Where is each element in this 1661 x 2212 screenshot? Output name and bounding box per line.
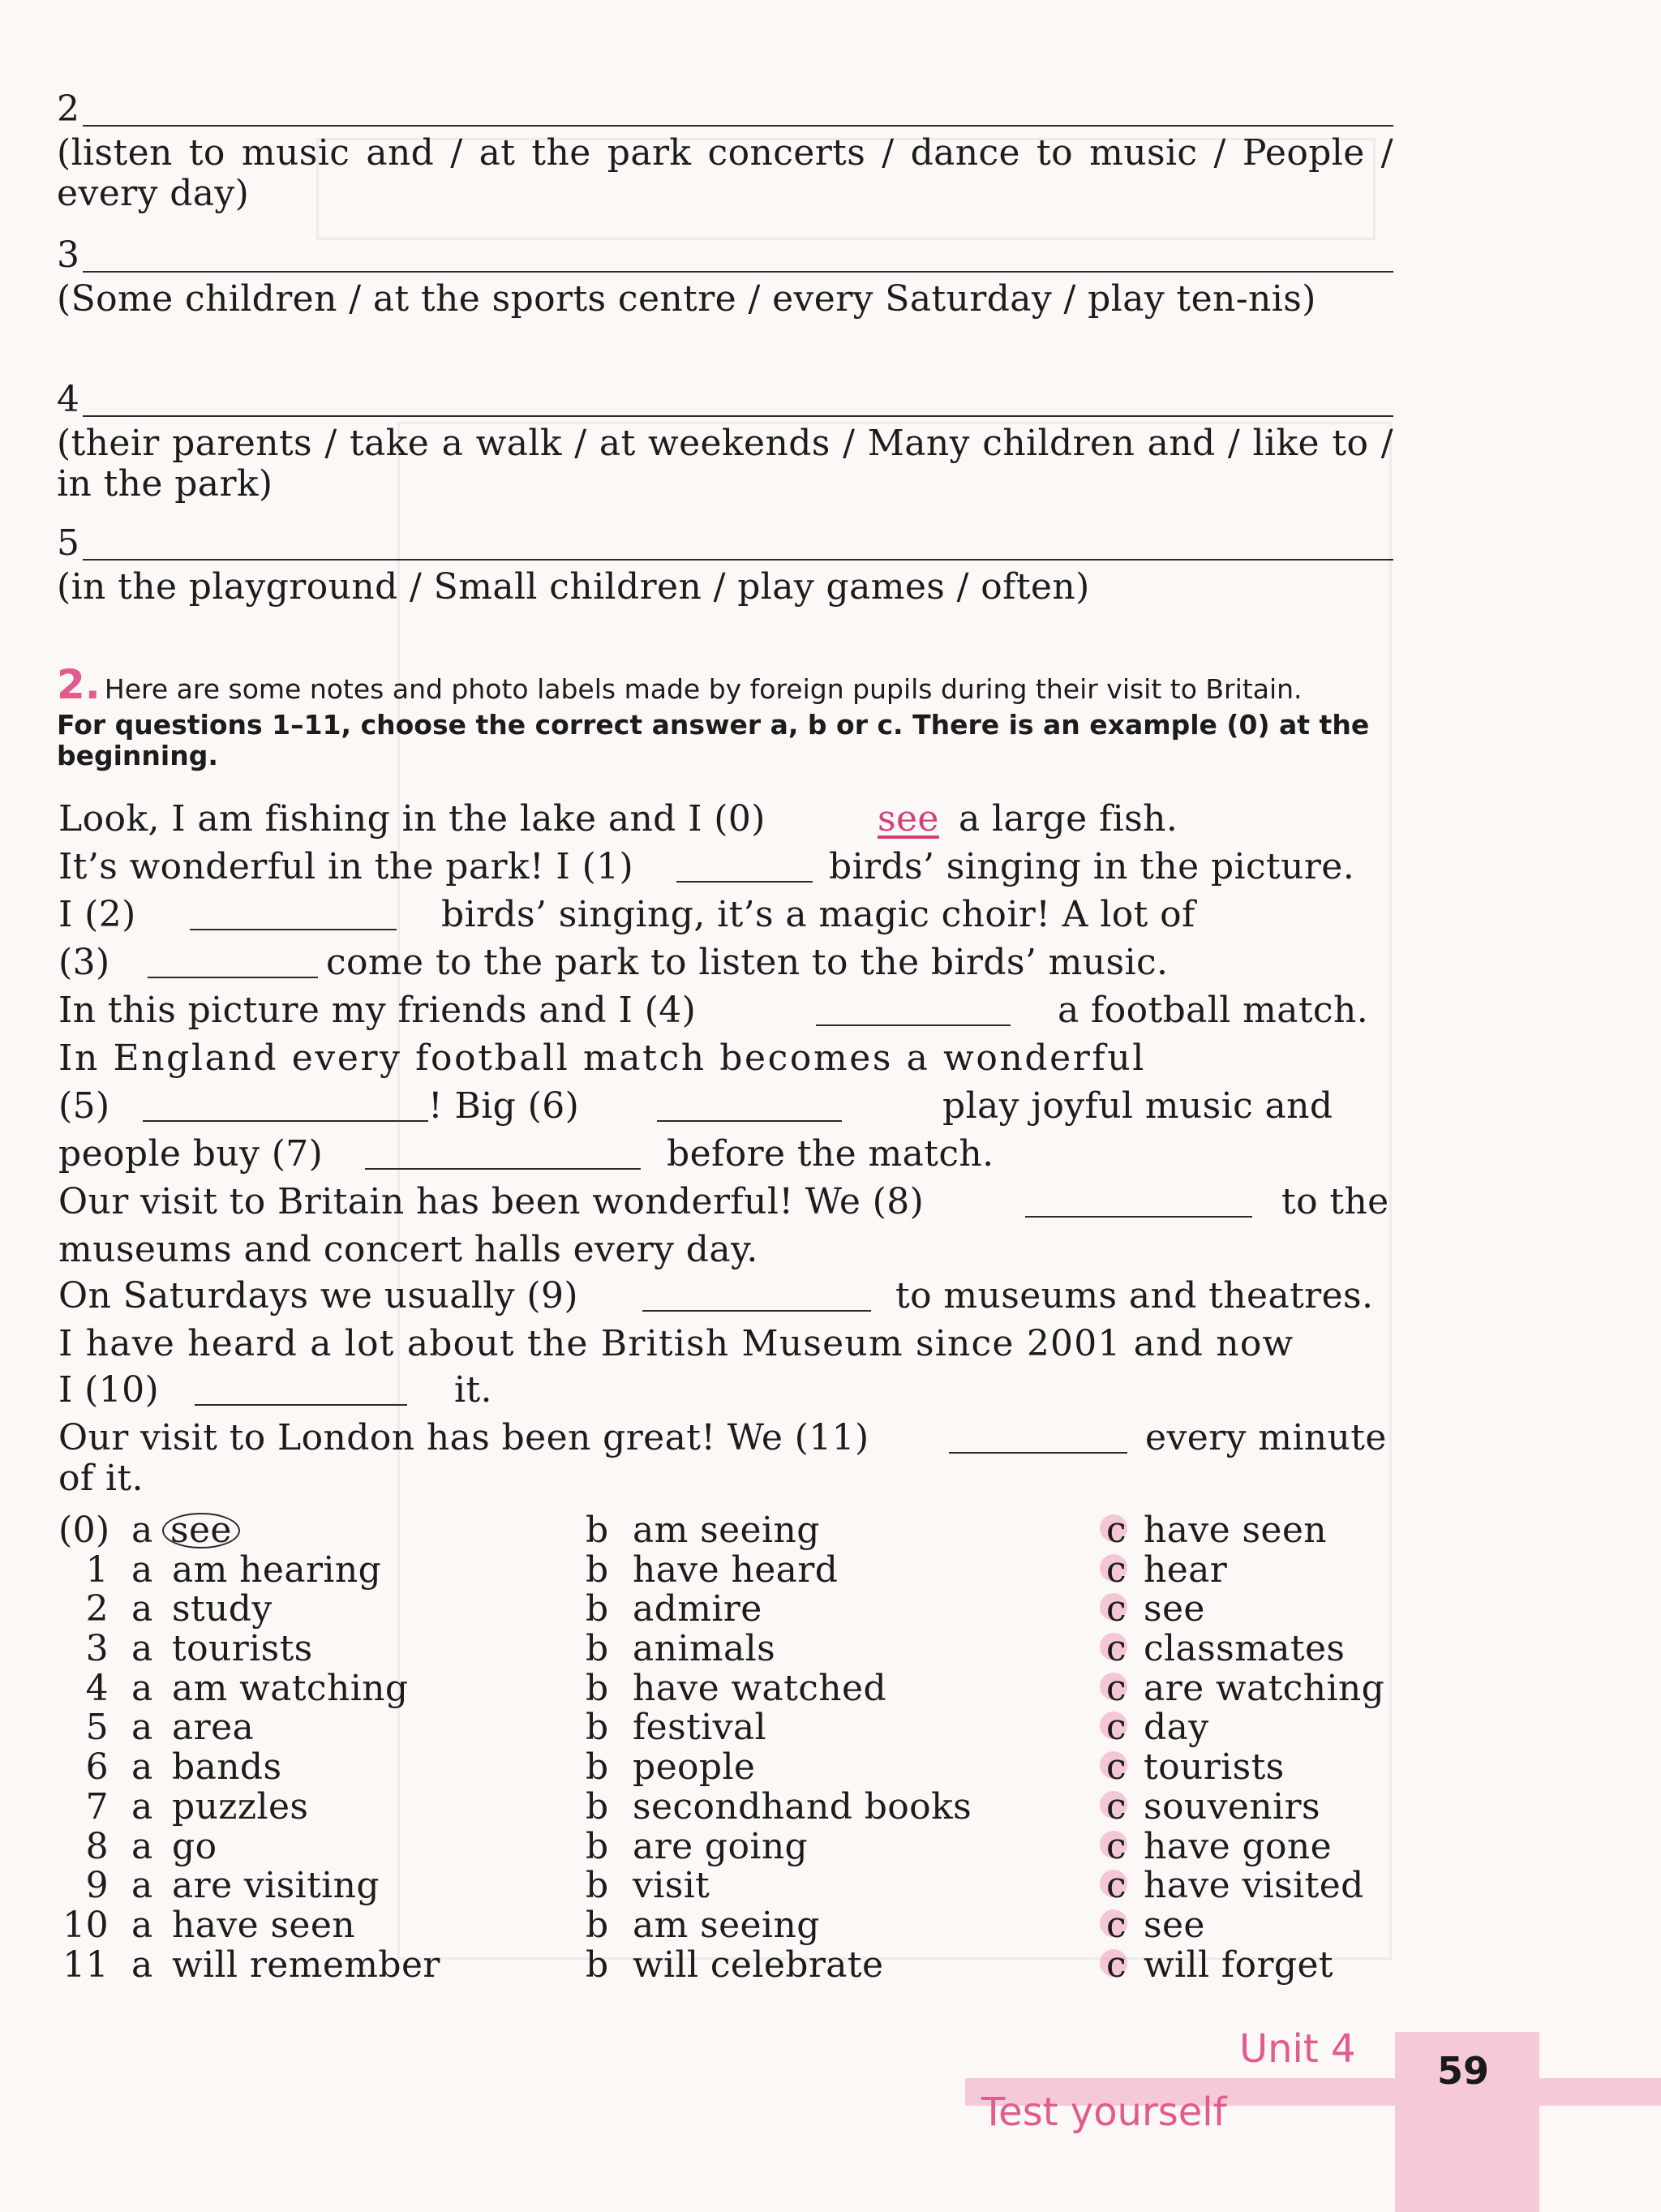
- option-c[interactable]: will forget: [1144, 1944, 1333, 1986]
- answer-line[interactable]: [83, 271, 1393, 273]
- option-c-letter: c: [1106, 1589, 1127, 1630]
- sentence-item: [57, 89, 1393, 214]
- option-b-letter: b: [586, 1707, 609, 1749]
- circled-answer: see: [162, 1513, 240, 1548]
- text-fragment: of it.: [58, 1458, 144, 1499]
- option-a-letter: a: [131, 1904, 153, 1946]
- text-fragment: ! Big (6): [428, 1085, 580, 1127]
- option-b-letter: b: [586, 1865, 609, 1907]
- option-b-letter: b: [586, 1746, 609, 1789]
- question-number: 7: [85, 1785, 109, 1828]
- option-b[interactable]: are going: [633, 1825, 809, 1867]
- gap-6[interactable]: [657, 1120, 842, 1122]
- option-b[interactable]: admire: [633, 1588, 762, 1630]
- option-a[interactable]: puzzles: [172, 1785, 309, 1828]
- text-line: [58, 1134, 1395, 1182]
- text-fragment: to the: [1281, 1181, 1389, 1222]
- option-b-letter: b: [586, 1510, 609, 1551]
- option-c-letter: c: [1106, 1945, 1127, 1986]
- option-c[interactable]: have visited: [1144, 1865, 1364, 1907]
- text-fragment: Our visit to Britain has been wonderful! We (8): [58, 1181, 925, 1222]
- question-number: 2: [85, 1588, 109, 1630]
- option-a-letter: a: [131, 1628, 153, 1670]
- option-c-letter: c: [1106, 1629, 1127, 1669]
- option-b-letter: b: [586, 1628, 609, 1670]
- sentence-item: [57, 380, 1393, 505]
- option-a[interactable]: tourists: [172, 1628, 313, 1670]
- option-row-9: [58, 1866, 1405, 1905]
- text-line: [58, 943, 1395, 990]
- gap-8[interactable]: [1025, 1216, 1252, 1218]
- option-c[interactable]: have gone: [1144, 1825, 1333, 1867]
- text-line: [58, 1086, 1395, 1134]
- text-line: [58, 1230, 1395, 1276]
- answer-line[interactable]: [83, 125, 1393, 127]
- option-b[interactable]: have watched: [633, 1667, 887, 1709]
- option-a[interactable]: am watching: [172, 1667, 409, 1709]
- option-c[interactable]: souvenirs: [1144, 1785, 1320, 1828]
- question-number: 6: [85, 1746, 109, 1789]
- text-line: [58, 1182, 1395, 1230]
- option-b-letter: b: [586, 1944, 609, 1986]
- sentence-item: [57, 235, 1393, 320]
- option-b[interactable]: secondhand books: [633, 1785, 972, 1828]
- text-fragment: Look, I am fishing in the lake and I (0): [58, 798, 766, 840]
- text-fragment: museums and concert halls every day.: [58, 1229, 758, 1270]
- option-c[interactable]: see: [1144, 1904, 1205, 1946]
- item-number: 4: [57, 379, 80, 420]
- exercise-number: 2.: [57, 661, 101, 708]
- option-b-letter: b: [586, 1825, 609, 1867]
- question-number: 8: [85, 1825, 109, 1867]
- question-number: 3: [85, 1628, 109, 1670]
- option-a[interactable]: are visiting: [172, 1865, 380, 1907]
- gap-2[interactable]: [190, 929, 397, 930]
- option-b-letter: b: [586, 1548, 609, 1591]
- gap-7[interactable]: [365, 1168, 641, 1170]
- text-fragment: a large fish.: [959, 798, 1178, 840]
- option-c-letter: c: [1106, 1747, 1127, 1788]
- word-hint: (their parents / take a walk / at weekends / Many children and / like to / in the park): [57, 423, 1393, 505]
- option-b[interactable]: festival: [633, 1707, 767, 1749]
- option-c[interactable]: have seen: [1144, 1510, 1328, 1551]
- option-a-letter: a: [131, 1746, 153, 1789]
- option-c-letter: c: [1106, 1787, 1127, 1828]
- option-row-4: [58, 1669, 1405, 1708]
- gap-fill-text: [58, 799, 1395, 1506]
- option-b[interactable]: am seeing: [633, 1510, 820, 1551]
- gap-5[interactable]: [143, 1120, 428, 1122]
- exercise-2-header: [57, 661, 1395, 771]
- gap-9[interactable]: [642, 1310, 871, 1312]
- option-row-10: [58, 1905, 1405, 1945]
- item-number: 3: [57, 234, 80, 276]
- text-line: [58, 1418, 1395, 1458]
- word-hint: (Some children / at the sports centre / every Saturday / play ten-nis): [57, 278, 1316, 320]
- question-number: 5: [85, 1707, 109, 1749]
- option-c[interactable]: see: [1144, 1588, 1205, 1630]
- option-c-letter: c: [1106, 1905, 1127, 1946]
- item-number: 5: [57, 522, 80, 564]
- text-fragment: it.: [454, 1369, 492, 1411]
- text-fragment: (5): [58, 1085, 110, 1127]
- option-b[interactable]: am seeing: [633, 1904, 820, 1946]
- option-a-letter: a: [131, 1510, 153, 1551]
- option-a-letter: a: [131, 1707, 153, 1749]
- option-row-2: [58, 1589, 1405, 1629]
- sentence-item: [57, 523, 1393, 608]
- text-line: [58, 895, 1395, 943]
- text-line: [58, 847, 1395, 895]
- question-number: (0): [58, 1510, 110, 1551]
- option-b[interactable]: people: [633, 1746, 756, 1789]
- question-number: 10: [62, 1904, 109, 1946]
- exercise-intro: Here are some notes and photo labels made by foreign pupils during their visit to Britain.: [104, 673, 1303, 705]
- text-line: [58, 1276, 1395, 1324]
- option-c-letter: c: [1106, 1550, 1127, 1591]
- option-c[interactable]: hear: [1144, 1548, 1228, 1591]
- option-a[interactable]: will remember: [172, 1944, 440, 1986]
- section-label: Test yourself: [981, 2090, 1227, 2135]
- option-c-letter: c: [1106, 1669, 1127, 1709]
- option-b[interactable]: have heard: [633, 1548, 839, 1591]
- text-fragment: to museums and theatres.: [895, 1275, 1374, 1316]
- option-a-letter: a: [131, 1785, 153, 1828]
- word-hint: (listen to music and / at the park concerts / dance to music / People / every day): [57, 132, 1393, 214]
- gap-10[interactable]: [195, 1404, 407, 1406]
- option-c[interactable]: day: [1144, 1707, 1209, 1749]
- option-b[interactable]: animals: [633, 1628, 776, 1670]
- text-line: [58, 1324, 1395, 1370]
- text-line: [58, 799, 1395, 847]
- option-c[interactable]: are watching: [1144, 1667, 1385, 1709]
- text-fragment: I have heard a lot about the British Museum since 2001 and now: [58, 1323, 1294, 1364]
- page-number: 59: [1437, 2049, 1490, 2093]
- option-a-letter: a: [131, 1667, 153, 1709]
- gap-11[interactable]: [949, 1452, 1127, 1454]
- option-a-letter: a: [131, 1825, 153, 1867]
- option-row-3: [58, 1629, 1405, 1669]
- option-row-5: [58, 1707, 1405, 1747]
- option-a-letter: a: [131, 1588, 153, 1630]
- text-fragment: birds’ singing, it’s a magic choir! A lot of: [441, 894, 1195, 935]
- word-hint: (in the playground / Small children / play games / often): [57, 566, 1090, 608]
- text-fragment: come to the park to listen to the birds’ music.: [326, 942, 1169, 983]
- option-b-letter: b: [586, 1785, 609, 1828]
- option-a[interactable]: bands: [172, 1746, 282, 1789]
- answer-line[interactable]: [83, 559, 1393, 561]
- option-row-8: [58, 1827, 1405, 1866]
- option-c-letter: c: [1106, 1866, 1127, 1906]
- option-row-6: [58, 1747, 1405, 1787]
- question-number: 9: [85, 1865, 109, 1907]
- question-number: 4: [85, 1667, 109, 1709]
- option-a[interactable]: [162, 1510, 240, 1551]
- text-line: [58, 1458, 1395, 1506]
- text-fragment: It’s wonderful in the park! I (1): [58, 846, 634, 887]
- question-number: 1: [85, 1548, 109, 1591]
- text-fragment: On Saturdays we usually (9): [58, 1275, 578, 1316]
- example-answer: see: [878, 798, 939, 840]
- option-b[interactable]: will celebrate: [633, 1944, 884, 1986]
- gap-1[interactable]: [676, 881, 813, 883]
- option-b-letter: b: [586, 1588, 609, 1630]
- text-fragment: I (10): [58, 1369, 160, 1411]
- option-a-letter: a: [131, 1865, 153, 1907]
- text-fragment: every minute: [1145, 1417, 1387, 1458]
- text-fragment: people buy (7): [58, 1133, 324, 1175]
- option-row-7: [58, 1787, 1405, 1827]
- option-a[interactable]: am hearing: [172, 1548, 382, 1591]
- text-line: [58, 990, 1395, 1038]
- option-row-0: [58, 1510, 1405, 1550]
- text-fragment: before the match.: [667, 1133, 994, 1175]
- question-number: 11: [62, 1944, 109, 1986]
- unit-label: Unit 4: [1239, 2026, 1356, 2072]
- text-fragment: Our visit to London has been great! We (11): [58, 1417, 869, 1458]
- option-b-letter: b: [586, 1667, 609, 1709]
- text-fragment: In England every football match becomes a wonderful: [58, 1037, 1146, 1079]
- text-fragment: (3): [58, 942, 110, 983]
- option-c-letter: c: [1106, 1510, 1127, 1551]
- option-row-1: [58, 1550, 1405, 1590]
- text-line: [58, 1370, 1395, 1418]
- option-a[interactable]: study: [172, 1588, 273, 1630]
- option-a[interactable]: go: [172, 1825, 217, 1867]
- option-c-letter: c: [1106, 1707, 1127, 1748]
- text-fragment: In this picture my friends and I (4): [58, 990, 697, 1031]
- option-c[interactable]: classmates: [1144, 1628, 1346, 1670]
- option-c[interactable]: tourists: [1144, 1746, 1285, 1789]
- option-row-11: [58, 1945, 1405, 1985]
- text-line: [58, 1038, 1395, 1086]
- item-number: 2: [57, 88, 80, 130]
- answer-options: [58, 1510, 1405, 1984]
- option-c-letter: c: [1106, 1827, 1127, 1867]
- gap-3[interactable]: [148, 977, 318, 978]
- exercise-instructions: For questions 1–11, choose the correct answer a, b or c. There is an example (0) at the beginning.: [57, 709, 1370, 771]
- option-a-letter: a: [131, 1548, 153, 1591]
- text-fragment: a football match.: [1058, 990, 1369, 1031]
- text-fragment: I (2): [58, 894, 136, 935]
- text-fragment: birds’ singing in the picture.: [829, 846, 1355, 887]
- option-a[interactable]: have seen: [172, 1904, 356, 1946]
- option-a[interactable]: area: [172, 1707, 255, 1749]
- option-b-letter: b: [586, 1904, 609, 1946]
- option-b[interactable]: visit: [633, 1865, 710, 1907]
- text-fragment: play joyful music and: [942, 1085, 1333, 1127]
- option-a-letter: a: [131, 1944, 153, 1986]
- answer-line[interactable]: [83, 415, 1393, 417]
- gap-4[interactable]: [816, 1024, 1011, 1026]
